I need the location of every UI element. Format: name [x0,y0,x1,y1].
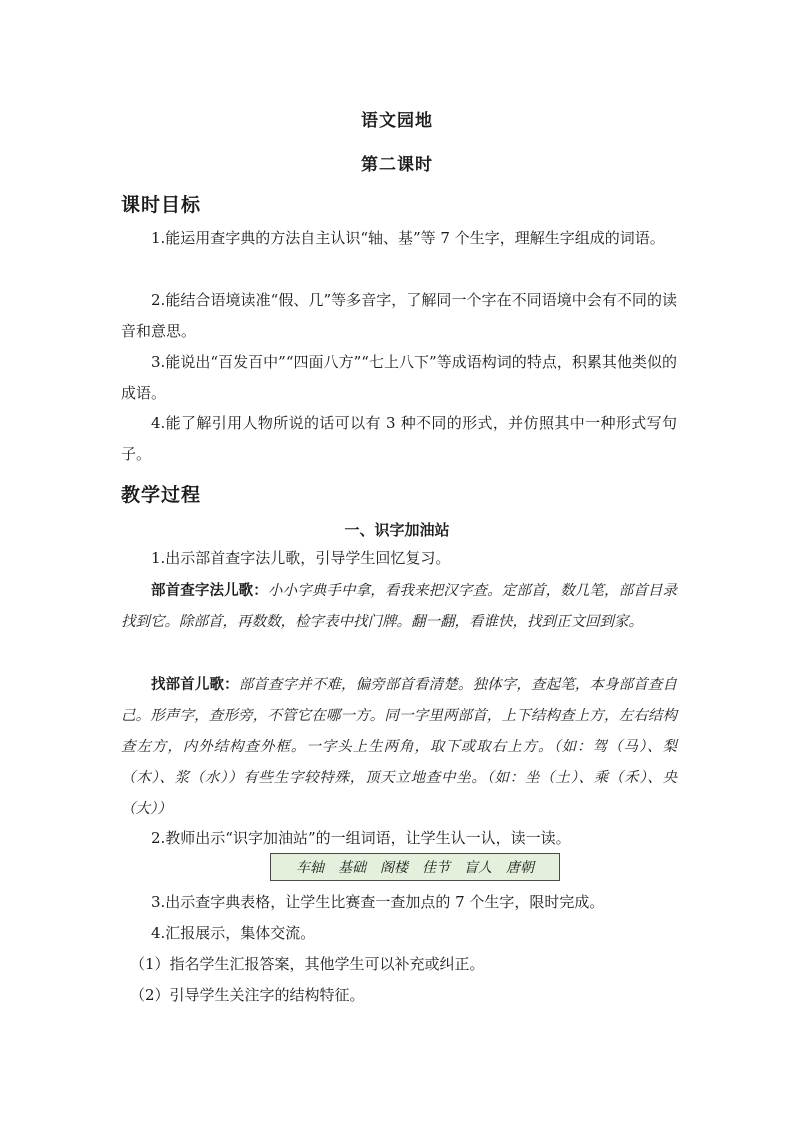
rhyme-find-radical-text: 部首查字并不难，偏旁部首看清楚。独体字，查起笔，本身部首查自己。形声字，查形旁，不管它在哪一方。同一字里两部首，上下结构查上方，左右结构查左方，内外结构查外框。一字头上生两角，取下或取右上方。（如：驾（马）、梨（木）、浆（水））有些生字较特殊，顶天立地查中坐。（如：坐（土）、乘（禾）、央（大）） [121,677,677,817]
step-3: 3.出示查字典表格，让学生比赛查一查加点的 7 个生字，限时完成。 [151,893,605,911]
rhyme-radical-lookup [121,575,677,638]
step-4-item-1: （1）指名学生汇报答案，其他学生可以补充或纠正。 [130,955,485,973]
step-1: 1.出示部首查字法儿歌，引导学生回忆复习。 [151,549,451,567]
process-heading: 教学过程 [121,484,202,506]
objective-3: 3.能说出“百发百中”“四面八方”“七上八下”等成语构词的特点，积累其他类似的成语。 [121,353,677,402]
objectives-heading: 课时目标 [121,194,202,216]
word-item: 唐朝 [506,860,534,876]
word-list-box [270,853,560,881]
word-item: 基础 [338,860,366,876]
objective-4: 4.能了解引用人物所说的话可以有 3 种不同的形式，并仿照其中一种形式写句子。 [121,414,677,463]
word-item: 盲人 [464,860,492,876]
doc-subtitle: 第二课时 [361,155,433,175]
word-item: 车轴 [296,860,324,876]
objective-2: 2.能结合语境读准“假、几”等多音字，了解同一个字在不同语境中会有不同的读音和意思。 [121,291,677,340]
doc-title: 语文园地 [361,111,433,131]
step-4-item-2: （2）引导学生关注字的结构特征。 [130,986,365,1004]
step-4: 4.汇报展示，集体交流。 [151,924,316,942]
rhyme-radical-lookup-text: 小小字典手中拿，看我来把汉字查。定部首，数几笔，部首目录找到它。除部首，再数数，检字表中找门牌。翻一翻，看谁快，找到正文回到家。 [121,583,678,630]
rhyme-find-radical-title: 找部首儿歌： [151,676,239,693]
word-item: 阁楼 [380,860,408,876]
step-2: 2.教师出示“识字加油站”的一组词语，让学生认一认，读一读。 [151,829,571,847]
word-item: 佳节 [422,860,450,876]
rhyme-find-radical [121,669,677,825]
section1-heading: 一、识字加油站 [344,521,450,539]
rhyme-radical-lookup-title: 部首查字法儿歌： [151,582,268,599]
objective-1: 1.能运用查字典的方法自主认识“轴、基”等 7 个生字，理解生字组成的词语。 [151,229,665,247]
